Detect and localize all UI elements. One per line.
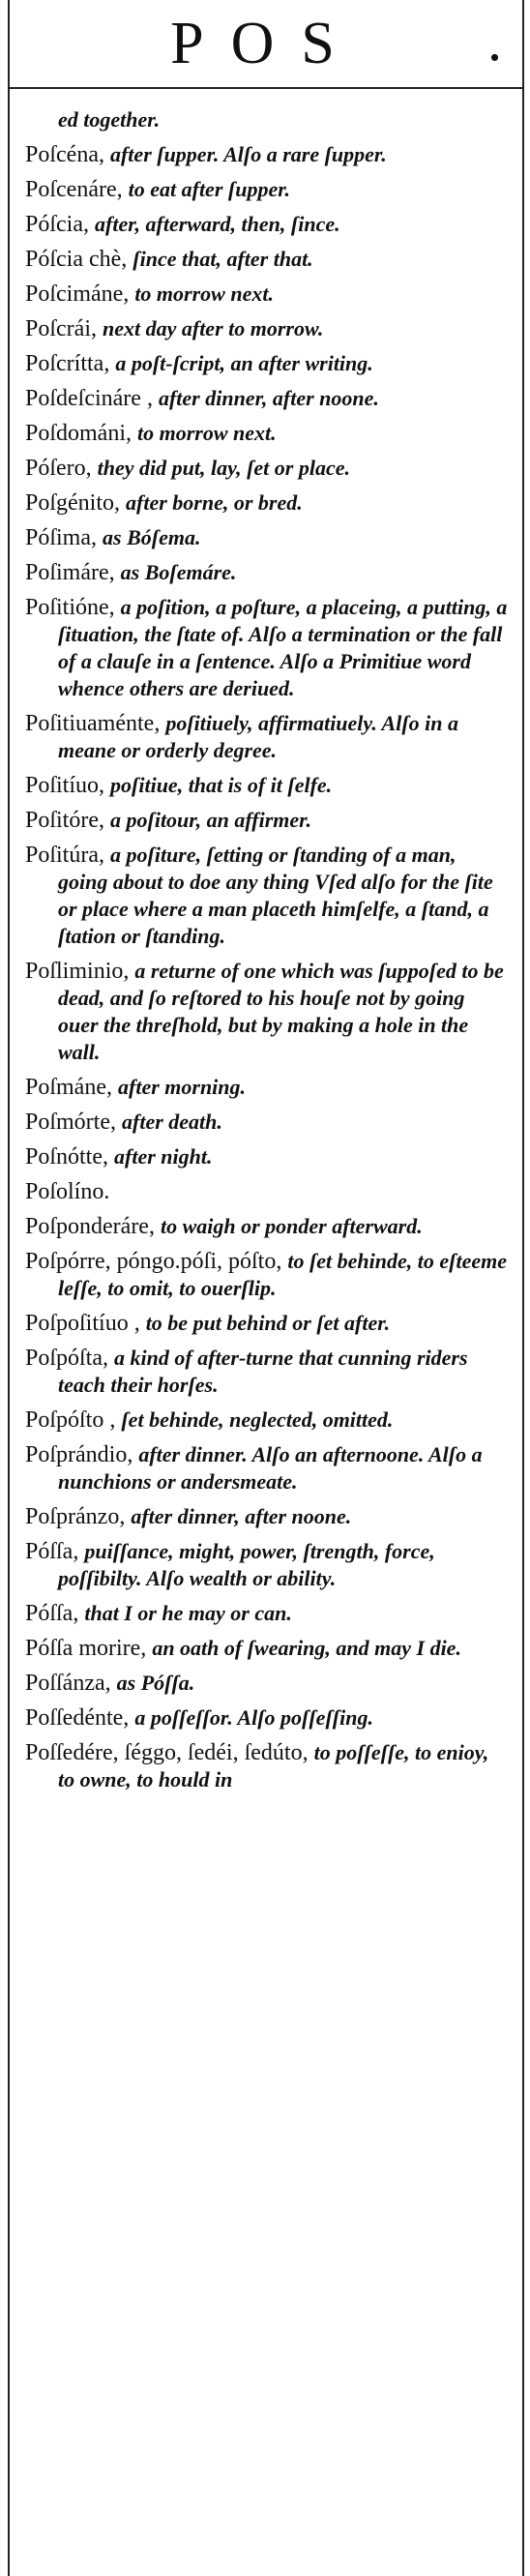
headword: Poſitíuo, (25, 773, 105, 798)
headword: Poſcenáre, (25, 177, 123, 202)
headword: Poſpóſta, (25, 1346, 109, 1371)
dictionary-entries (25, 106, 509, 1801)
definition: to ſet behinde, to eſteeme leſſe, to omit, to ouerſlip. (58, 1249, 507, 1300)
definition: puiſſance, might, power, ſtrength, force, poſſibilty. Alſo wealth or ability. (58, 1539, 435, 1590)
headword: Poſgénito, (25, 490, 121, 516)
dictionary-entry (25, 211, 509, 238)
definition: after, afterward, then, ſince. (95, 212, 340, 236)
headword: Poſcéna, (25, 142, 104, 167)
dictionary-entry (25, 958, 509, 1066)
dictionary-entry (25, 1704, 509, 1732)
headword: Poſolíno. (25, 1179, 110, 1204)
headword: Poſſánza, (25, 1671, 111, 1696)
definition: as Póſſa. (116, 1671, 195, 1695)
page-border-left (8, 0, 10, 2576)
dictionary-entry (25, 1345, 509, 1399)
headword: Poſliminio, (25, 959, 130, 984)
dictionary-entry (25, 385, 509, 412)
dictionary-entry (25, 1635, 509, 1662)
headword: Poſitiuaménte, (25, 711, 161, 736)
dictionary-entry (25, 772, 509, 799)
dictionary-entry (25, 1109, 509, 1136)
headword: Poſcrítta, (25, 351, 110, 376)
dictionary-entry (25, 1213, 509, 1240)
definition: after borne, or bred. (126, 490, 303, 515)
headword: Poſſedére, ſéggo, ſedéi, ſedúto, (25, 1740, 309, 1765)
dictionary-entry (25, 842, 509, 950)
definition: as Bóſema. (103, 525, 201, 549)
headword: Poſpránzo, (25, 1504, 126, 1529)
dictionary-entry (25, 350, 509, 377)
definition: after night. (114, 1144, 213, 1169)
dictionary-entry (25, 1310, 509, 1337)
headword: Poſcimáne, (25, 281, 130, 307)
dictionary-entry (25, 1406, 509, 1434)
definition: an oath of ſwearing, and may I die. (152, 1636, 461, 1660)
headword: Póſſa, (25, 1601, 79, 1626)
definition: poſitiue, that is of it ſelfe. (110, 773, 333, 797)
dictionary-entry (25, 246, 509, 273)
definition: after dinner, after noone. (158, 386, 379, 410)
headword: Poſitóre, (25, 808, 104, 833)
headword: Poſdeſcináre , (25, 386, 153, 411)
definition: a poſſeſſor. Alſo poſſeſſing. (134, 1705, 373, 1730)
dictionary-entry (25, 1441, 509, 1495)
headword: Poſpórre, póngo.póſi, póſto, (25, 1249, 282, 1274)
dictionary-entry (25, 1600, 509, 1627)
headword: Poſnótte, (25, 1144, 109, 1170)
headword: Poſſedénte, (25, 1705, 130, 1731)
headword: Poſitúra, (25, 843, 104, 868)
headword: Póſſa morire, (25, 1636, 147, 1661)
headword: Póſima, (25, 525, 98, 550)
headword: Poſdománi, (25, 421, 132, 446)
definition: a poſiture, ſetting or ſtanding of a man, going about to doe any thing Vſed alſo for the ſite or place where a man placeth himſelfe, a ſtand, a ſtation or ſtanding. (58, 843, 493, 948)
headword: Poſimáre, (25, 560, 115, 585)
dictionary-entry (25, 106, 509, 133)
headword: Poſcrái, (25, 316, 97, 341)
definition: a kind of after-turne that cunning riders teach their horſes. (58, 1346, 468, 1397)
definition: ſet behinde, neglected, omitted. (121, 1407, 394, 1432)
dictionary-entry (25, 1248, 509, 1302)
dictionary-entry (25, 594, 509, 702)
definition: after dinner. Alſo an afternoone. Alſo a nunchions or andersmeate. (58, 1442, 483, 1494)
dictionary-entry (25, 489, 509, 517)
dictionary-entry (25, 524, 509, 551)
definition: that I or he may or can. (84, 1601, 292, 1625)
dictionary-entry (25, 176, 509, 203)
page-title: POS (170, 11, 362, 76)
definition: a poſitour, an affirmer. (110, 808, 312, 832)
definition: after morning. (118, 1075, 247, 1099)
definition: to morrow next. (137, 421, 277, 445)
definition: ed together. (58, 107, 161, 132)
dictionary-entry (25, 1503, 509, 1530)
definition: to eat after ſupper. (128, 177, 291, 201)
dictionary-entry (25, 315, 509, 342)
dictionary-entry (25, 1538, 509, 1592)
headword: Poſmórte, (25, 1110, 116, 1135)
dictionary-entry (25, 420, 509, 447)
dictionary-entry (25, 807, 509, 834)
definition: they did put, lay, ſet or place. (97, 456, 350, 480)
definition: to be put behind or ſet after. (145, 1311, 391, 1335)
headword: Póſcia, (25, 212, 89, 237)
headword: Poſpóſto , (25, 1407, 116, 1433)
definition: next day after to morrow. (102, 316, 324, 341)
definition: poſitiuely, affirmatiuely. Alſo in a meane or orderly degree. (58, 711, 459, 762)
headword: Póſero, (25, 456, 92, 481)
dictionary-entry (25, 710, 509, 764)
definition: after death. (122, 1110, 222, 1134)
definition: ſince that, after that. (132, 247, 313, 271)
definition: after dinner, after noone. (131, 1504, 352, 1528)
dictionary-entry (25, 1143, 509, 1170)
headword: Poſitióne, (25, 595, 115, 620)
definition: as Boſemáre. (120, 560, 237, 584)
definition: a returne of one which was ſuppoſed to be dead, and ſo reſtored to his houſe not by going ouer the threſhold, but by making a hole in the wall. (58, 959, 504, 1064)
page-border-right (522, 0, 524, 2576)
dictionary-entry (25, 1670, 509, 1697)
definition: to waigh or ponder afterward. (160, 1214, 423, 1238)
dictionary-entry (25, 1178, 509, 1205)
dictionary-entry (25, 141, 509, 168)
headword: Póſſa, (25, 1539, 79, 1564)
header-mark: . (487, 9, 502, 73)
headword: Poſprándio, (25, 1442, 133, 1467)
definition: after ſupper. Alſo a rare ſupper. (109, 142, 387, 166)
headword: Poſponderáre, (25, 1214, 155, 1239)
page-header (8, 0, 524, 89)
dictionary-entry (25, 455, 509, 482)
definition: to morrow next. (134, 281, 274, 306)
definition: a poſition, a poſture, a placeing, a putting, a ſituation, the ſtate of. Alſo a termination or the fall of a clauſe in a ſentence. Alſo a Primitiue word whence others are deriued. (58, 595, 508, 700)
dictionary-entry (25, 1739, 509, 1793)
dictionary-entry (25, 281, 509, 308)
dictionary-entry (25, 1074, 509, 1101)
definition: a poſt-ſcript, an after writing. (115, 351, 373, 375)
headword: Póſcia chè, (25, 247, 128, 272)
definition: to poſſeſſe, to enioy, to owne, to hould in (58, 1740, 489, 1791)
headword: Poſpoſitíuo , (25, 1311, 140, 1336)
dictionary-entry (25, 559, 509, 586)
headword: Poſmáne, (25, 1075, 112, 1100)
